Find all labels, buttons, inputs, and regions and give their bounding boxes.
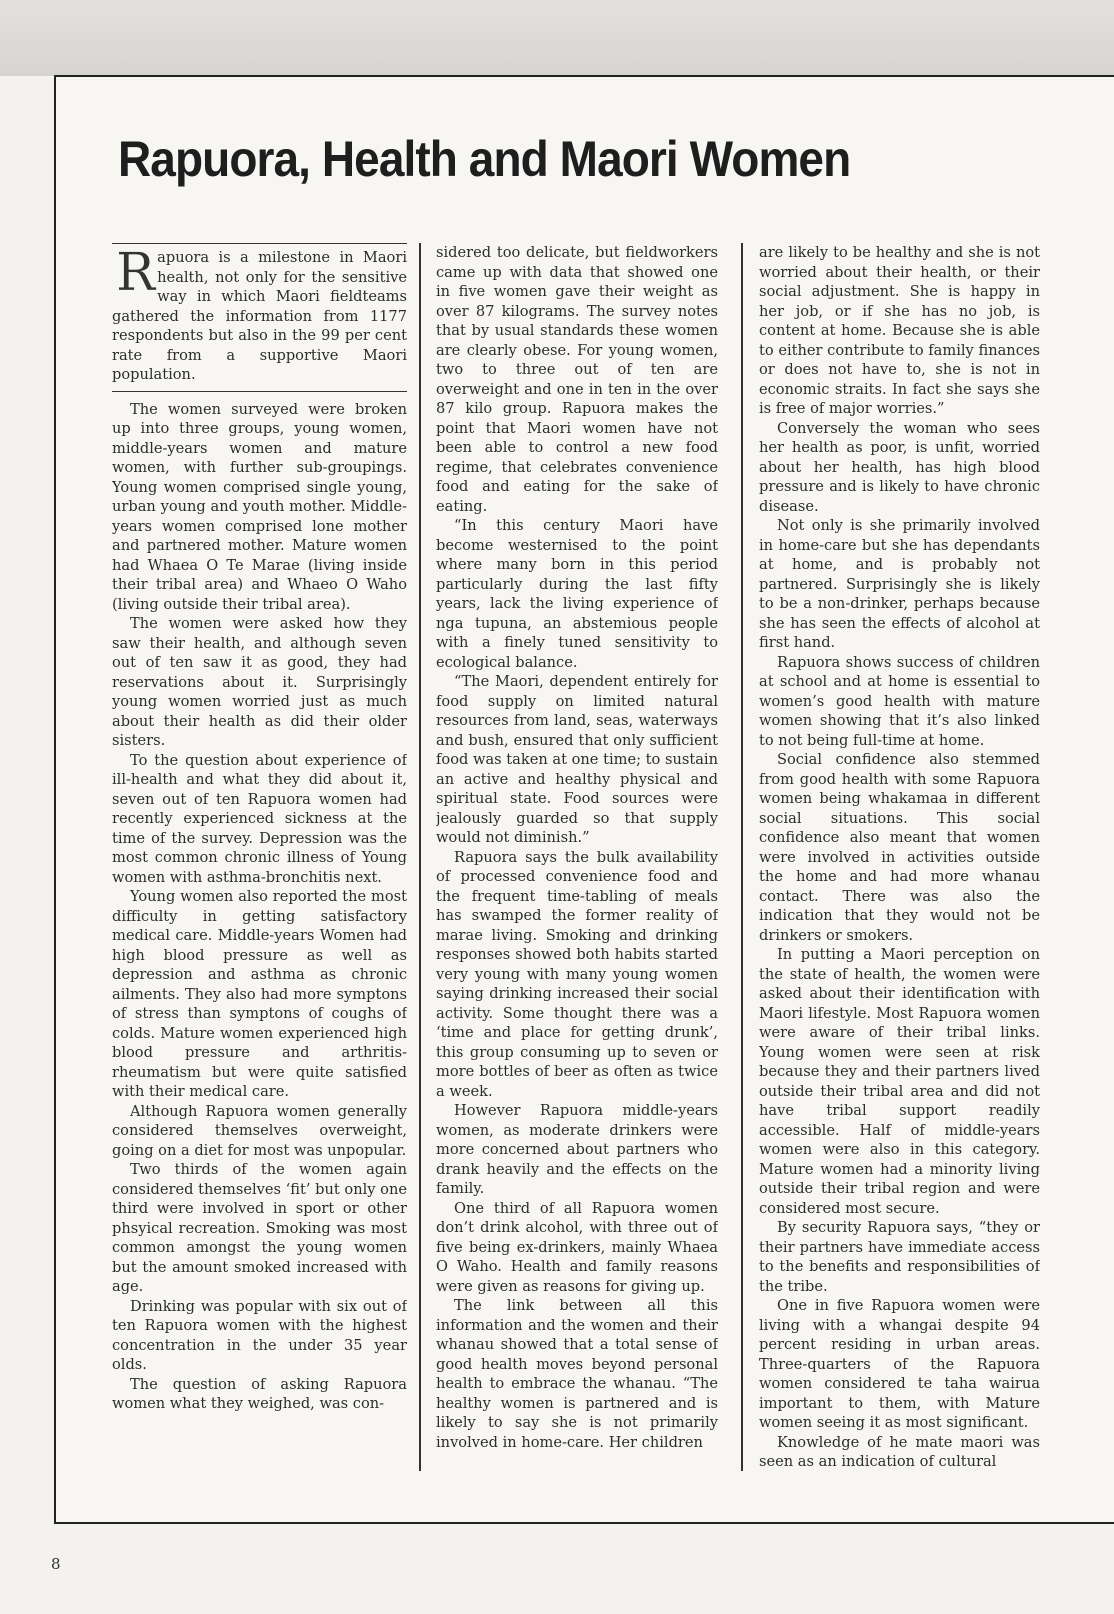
- paragraph: The women surveyed were broken up into three groups, young women, middle-years women and mature women, with further sub-groupings. Young women comprised single young, urban young and youth mother. Middle-years women comprised lone mother and partnered mother. Mature women had Whaea O Te Marae (living inside their tribal area) and Whaeo O Waho (living outside their tribal area).: [112, 400, 407, 613]
- article-title: Rapuora, Health and Maori Women: [118, 131, 851, 187]
- paragraph: One in five Rapuora women were living with a whangai despite 94 percent residing in urban areas. Three-quarters of the Rapuora women considered te taha wairua important to them, with Mature women seeing it as most significant.: [759, 1297, 1040, 1431]
- intro-box: [112, 243, 407, 392]
- paragraph: Rapuora shows success of children at school and at home is essential to women’s good health with mature women showing that it’s also linked to not being full-time at home.: [759, 653, 1040, 749]
- paragraph: Young women also reported the most difficulty in getting satisfactory medical care. Middle-years Women had high blood pressure as well as depression and asthma as chronic ailments. They also had more symptons of stress than symptons of coughs of colds. Mature women experienced high blood pressure and arthritis-rheumatism but were quite satisfied with their medical care.: [112, 888, 407, 1100]
- paragraph: The link between all this information and the women and their whanau showed that a total sense of good health moves beyond personal health to embrace the whanau. “The healthy women is partnered and is likely to say she is not primarily involved in home-care. Her children: [436, 1297, 718, 1451]
- paragraph: Drinking was popular with six out of ten Rapuora women with the highest concentration in the under 35 year olds.: [112, 1297, 407, 1373]
- paragraph: Rapuora says the bulk availability of processed convenience food and the frequent time-tabling of meals has swamped the former reality of marae living. Smoking and drinking responses showed both habits started very young with many young women saying drinking increased their social activity. Some thought there was a ‘time and place for getting drunk’, this group consuming up to seven or more bottles of beer as often as twice a week.: [436, 848, 718, 1100]
- article-column-2: [436, 243, 718, 1473]
- paragraph: Conversely the woman who sees her health as poor, is unfit, worried about her health, has high blood pressure and is likely to have chronic disease.: [759, 419, 1040, 515]
- paragraph: Not only is she primarily involved in home-care but she has dependants at home, and is probably not partnered. Surprisingly she is likely to be a non-drinker, perhaps because she has seen the effects of alcohol at first hand.: [759, 517, 1040, 651]
- paragraph: The question of asking Rapuora women what they weighed, was con-: [112, 1375, 407, 1412]
- intro-text: apuora is a milestone in Maori health, not only for the sensitive way in which Maori fieldteams gathered the information from 1177 respondents but also in the 99 per cent rate from a supportive Maori population.: [112, 249, 407, 383]
- paragraph: However Rapuora middle-years women, as moderate drinkers were more concerned about partners who drank heavily and the effects on the family.: [436, 1102, 718, 1197]
- column-divider-2: [741, 243, 743, 1471]
- paragraph: Two thirds of the women again considered themselves ‘fit’ but only one third were involved in sport or other phsyical recreation. Smoking was most common amongst the young women but the amount smoked increased with age.: [112, 1161, 407, 1295]
- paragraph: are likely to be healthy and she is not worried about their health, or their social adjustment. She is happy in her job, or if she has no job, is content at home. Because she is able to either contribute to family finances or does not have to, she is not in economic straits. In fact she says she is free of major worries.”: [759, 244, 1040, 417]
- paragraph: The women were asked how they saw their health, and although seven out of ten saw it as good, they had reservations about it. Surprisingly young women worried just as much about their health as did their older sisters.: [112, 615, 407, 749]
- intro-paragraph: [112, 243, 407, 385]
- paragraph: Although Rapuora women generally considered themselves overweight, going on a diet for most was unpopular.: [112, 1102, 407, 1159]
- paragraph: Social confidence also stemmed from good health with some Rapuora women being whakamaa in different social situations. This social confidence also meant that women were involved in activities outside the home and had more whanau contact. There was also the indication that they would not be drinkers or smokers.: [759, 751, 1040, 944]
- column-divider-1: [419, 243, 421, 1471]
- paragraph: In putting a Maori perception on the state of health, the women were asked about their identification with Maori lifestyle. Most Rapuora women were aware of their tribal links. Young women were seen at risk because they and their partners lived outside their tribal area and did not have tribal support readily accessible. Half of middle-years women were also in this category. Mature women had a minority living outside their tribal region and were considered most secure.: [759, 946, 1040, 1217]
- paragraph: To the question about experience of ill-health and what they did about it, seven out of ten Rapuora women had recently experienced sickness at the time of the survey. Depression was the most common chronic illness of Young women with asthma-bronchitis next.: [112, 751, 407, 886]
- paragraph: “In this century Maori have become westernised to the point where many born in this period particularly during the last fifty years, lack the living experience of nga tupuna, an abstemious people with a finely tuned sensitivity to ecological balance.: [436, 517, 718, 671]
- paragraph: One third of all Rapuora women don’t drink alcohol, with three out of five being ex-drinkers, mainly Whaea O Waho. Health and family reasons were given as reasons for giving up.: [436, 1199, 718, 1295]
- paragraph: By security Rapuora says, “they or their partners have immediate access to the benefits and responsibilities of the tribe.: [759, 1219, 1040, 1295]
- article-column-3: [759, 243, 1040, 1473]
- paragraph: Knowledge of he mate maori was seen as an indication of cultural: [759, 1433, 1040, 1470]
- page-number: 8: [51, 1555, 61, 1573]
- drop-cap: R: [116, 243, 156, 303]
- paragraph: “The Maori, dependent entirely for food supply on limited natural resources from land, seas, waterways and bush, ensured that only sufficient food was taken at one time; to sustain an active and healthy physical and spiritual state. Food sources were jealously guarded so that supply would not diminish.”: [436, 673, 718, 846]
- page-top-band: [0, 0, 1114, 76]
- article-column-1: [112, 243, 407, 1473]
- paragraph: sidered too delicate, but fieldworkers came up with data that showed one in five women gave their weight as over 87 kilograms. The survey notes that by usual standards these women are clearly obese. For young women, two to three out of ten are overweight and one in ten in the over 87 kilo group. Rapuora makes the point that Maori women have not been able to control a new food regime, that celebrates convenience food and eating for the sake of eating.: [436, 244, 718, 515]
